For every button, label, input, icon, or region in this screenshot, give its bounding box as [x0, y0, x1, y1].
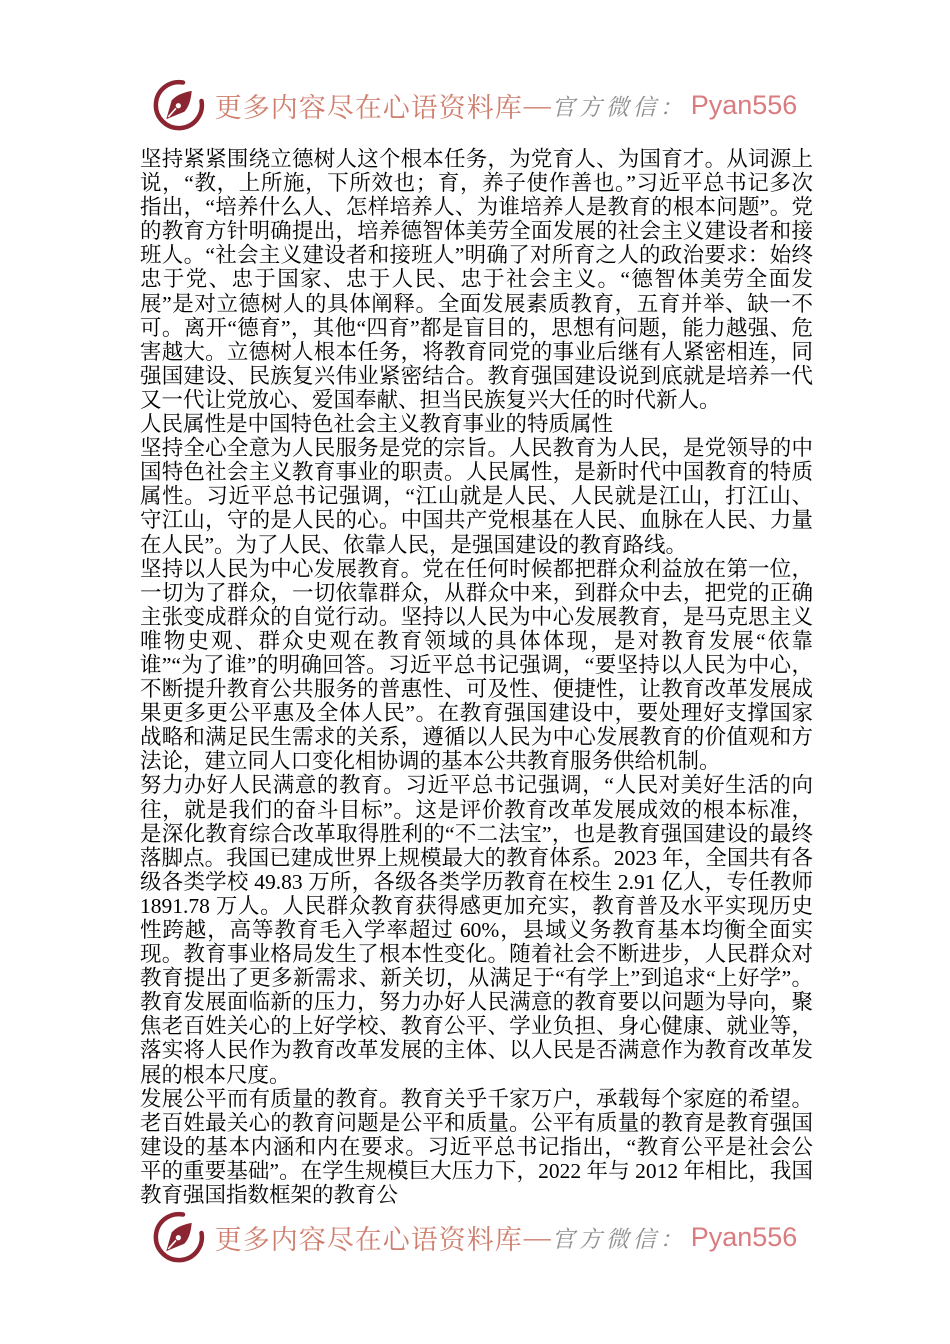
- watermark-brand-text: 更多内容尽在心语资料库: [214, 1224, 523, 1255]
- watermark-wechat-label: 官方微信：: [551, 1226, 687, 1252]
- watermark-wechat-id: Pyan556: [690, 1221, 798, 1252]
- watermark-wechat-label: 官方微信：: [551, 94, 687, 120]
- paragraph-lide-shuren: 坚持紧紧围绕立德树人这个根本任务，为党育人、为国育才。从词源上说，“教，上所施，下所效也；育，养子使作善也。”习近平总书记多次指出，“培养什么人、怎样培养人、为谁培养人是教育的根本问题”。党的教育方针明确提出，培养德智体美劳全面发展的社会主义建设者和接班人。“社会主义建设者和接班人”明确了对所育之人的政治要求：始终忠于党、忠于国家、忠于人民、忠于社会主义。“德智体美劳全面发展”是对立德树人的具体阐释。全面发展素质教育，五育并举、缺一不可。离开“德育”，其他“四育”都是盲目的，思想有问题，能力越强、危害越大。立德树人根本任务，将教育同党的事业后继有人紧密相连，同强国建设、民族复兴伟业紧密结合。教育强国建设说到底就是培养一代又一代让党放心、爱国奉献、担当民族复兴大任的时代新人。: [140, 147, 813, 412]
- watermark-dash: —: [523, 1221, 551, 1252]
- section-heading-renmin-shuxing: 人民属性是中国特色社会主义教育事业的特质属性: [140, 412, 614, 437]
- paragraph-renmin-manyi: 努力办好人民满意的教育。习近平总书记强调，“人民对美好生活的向往，就是我们的奋斗目标”。这是评价教育改革发展成效的根本标准，是深化教育综合改革取得胜利的“不二法宝”，也是教育强国建设的最终落脚点。我国已建成世界上规模最大的教育体系。2023 年，全国共有各级各类学校 49.83 万所，各级各类学历教育在校生 2.91 亿人，专任教师 1891.78 万人。人民群众教育获得感更加充实，教育普及水平实现历史性跨越，高等教育毛入学率超过 60%，县域义务教育基本均衡全面实现。教育事业格局发生了根本性变化。随着社会不断进步，人民群众对教育提出了更多新需求、新关切，从满足于“有学上”到追求“上好学”。教育发展面临新的压力，努力办好人民满意的教育要以问题为导向，聚焦老百姓关心的上好学校、教育公平、学业负担、身心健康、就业等，落实将人民作为教育改革发展的主体、以人民是否满意作为教育改革发展的根本尺度。: [140, 773, 813, 1087]
- watermark-brand-text: 更多内容尽在心语资料库: [214, 92, 523, 123]
- paragraph-renmin-fuwu: 坚持全心全意为人民服务是党的宗旨。人民教育为人民，是党领导的中国特色社会主义教育事业的职责。人民属性，是新时代中国教育的特质属性。习近平总书记强调，“江山就是人民、人民就是江山，打江山、守江山，守的是人民的心。中国共产党根基在人民、血脉在人民、力量在人民”。为了人民、依靠人民，是强国建设的教育路线。: [140, 436, 813, 557]
- header-watermark: [0, 76, 950, 134]
- pen-nib-emblem-icon: [153, 1211, 205, 1263]
- footer-watermark: [0, 1208, 950, 1266]
- paragraph-yirenmin-weizhongxin: 坚持以人民为中心发展教育。党在任何时候都把群众利益放在第一位，一切为了群众，一切依靠群众，从群众中来，到群众中去，把党的正确主张变成群众的自觉行动。坚持以人民为中心发展教育，是马克思主义唯物史观、群众史观在教育领域的具体体现，是对教育发展“依靠谁”“为了谁”的明确回答。习近平总书记强调，“要坚持以人民为中心，不断提升教育公共服务的普惠性、可及性、便捷性，让教育改革发展成果更多更公平惠及全体人民”。在教育强国建设中，要处理好支撑国家战略和满足民生需求的关系，遵循以人民为中心发展教育的价值观和方法论，建立同人口变化相协调的基本公共教育服务供给机制。: [140, 556, 813, 774]
- watermark-wechat-id: Pyan556: [690, 89, 798, 120]
- paragraph-gongping-zhiliang: 发展公平而有质量的教育。教育关乎千家万户，承载每个家庭的希望。老百姓最关心的教育问题是公平和质量。公平有质量的教育是教育强国建设的基本内涵和内在要求。习近平总书记指出，“教育公平是社会公平的重要基础”。在学生规模巨大压力下，2022 年与 2012 年相比，我国教育强国指数框架的教育公: [140, 1086, 813, 1208]
- watermark-dash: —: [523, 89, 551, 120]
- document-body: [140, 147, 813, 1207]
- pen-nib-emblem-icon: [153, 79, 205, 131]
